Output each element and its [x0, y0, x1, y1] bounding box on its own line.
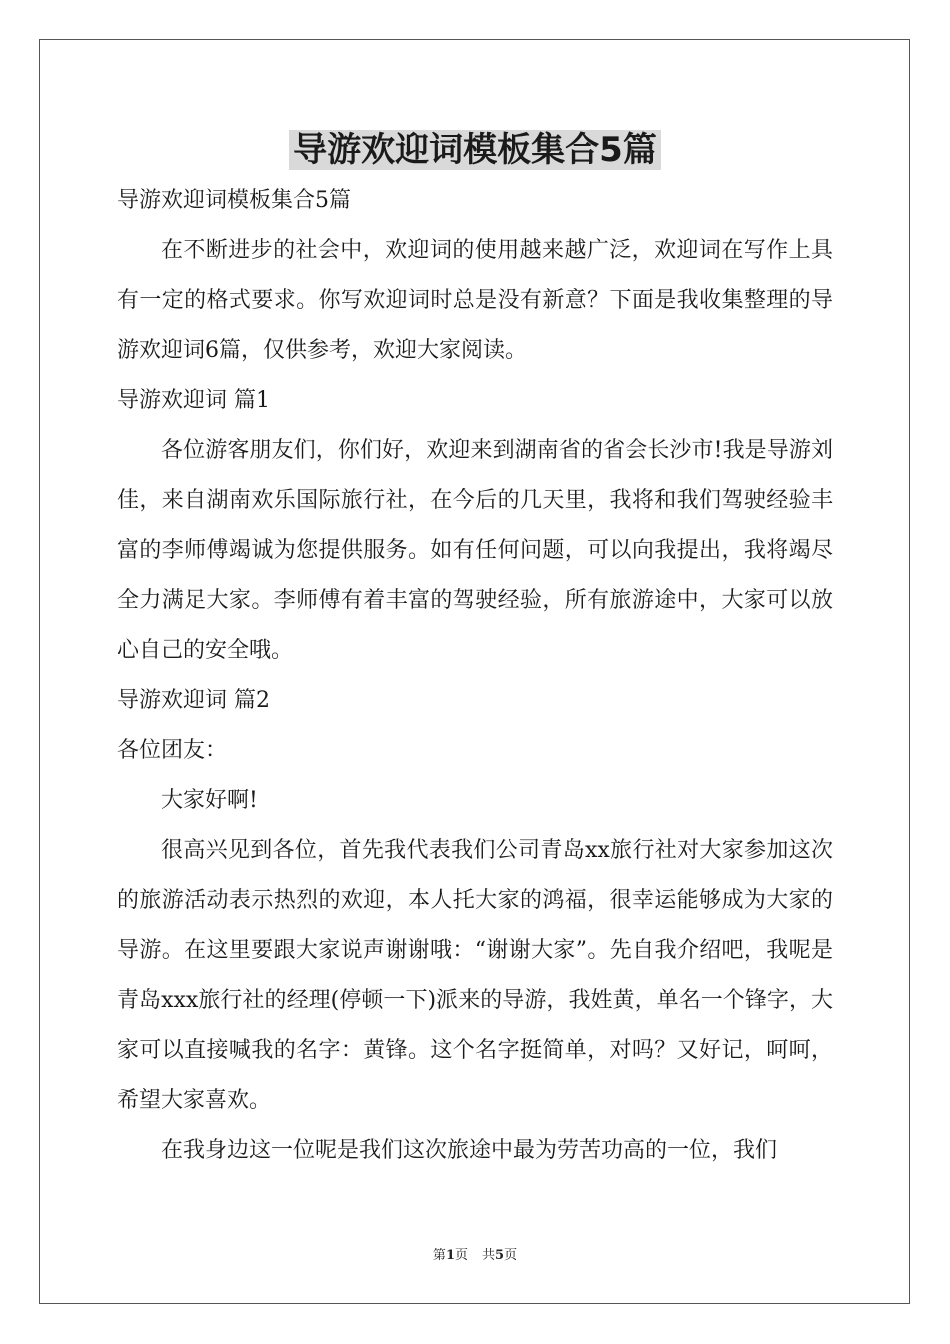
- document-body: [117, 176, 833, 1176]
- footer-page-suffix: 页: [454, 1248, 468, 1263]
- paragraph: 很高兴见到各位，首先我代表我们公司青岛xx旅行社对大家参加这次的旅游活动表示热烈的欢迎，本人托大家的鸿福，很幸运能够成为大家的导游。在这里要跟大家说声谢谢哦：“谢谢大家”。先自我介绍吧，我呢是青岛xxx旅行社的经理(停顿一下)派来的导游，我姓黄，单名一个锋字，大家可以直接喊我的名字：黄锋。这个名字挺简单，对吗？又好记，呵呵，希望大家喜欢。: [117, 838, 833, 1113]
- footer-page-prefix: 第: [432, 1248, 446, 1263]
- paragraph: 大家好啊!: [161, 788, 258, 813]
- paragraph: 各位游客朋友们，你们好，欢迎来到湖南省的省会长沙市!我是导游刘佳，来自湖南欢乐国际旅行社，在今后的几天里，我将和我们驾驶经验丰富的李师傅竭诚为您提供服务。如有任何问题，可以向我提出，我将竭尽全力满足大家。李师傅有着丰富的驾驶经验，所有旅游途中，大家可以放心自己的安全哦。: [117, 438, 833, 663]
- document-title-text: 导游欢迎词模板集合5篇: [289, 130, 661, 170]
- paragraph: 在不断进步的社会中，欢迎词的使用越来越广泛，欢迎词在写作上具有一定的格式要求。你写欢迎词时总是没有新意？下面是我收集整理的导游欢迎词6篇，仅供参考，欢迎大家阅读。: [117, 238, 833, 363]
- footer-total-suffix: 页: [504, 1248, 518, 1263]
- document-title: [0, 122, 950, 178]
- footer-page-total: 5: [495, 1248, 505, 1263]
- paragraph: 导游欢迎词 篇2: [117, 688, 270, 713]
- paragraph: 各位团友：: [117, 738, 228, 763]
- page-footer: [0, 1246, 950, 1266]
- paragraph: 在我身边这一位呢是我们这次旅途中最为劳苦功高的一位，我们: [161, 1138, 778, 1163]
- paragraph: 导游欢迎词模板集合5篇: [117, 188, 351, 213]
- paragraph: 导游欢迎词 篇1: [117, 388, 270, 413]
- footer-page-current: 1: [445, 1248, 455, 1263]
- footer-total-prefix: 共: [482, 1248, 496, 1263]
